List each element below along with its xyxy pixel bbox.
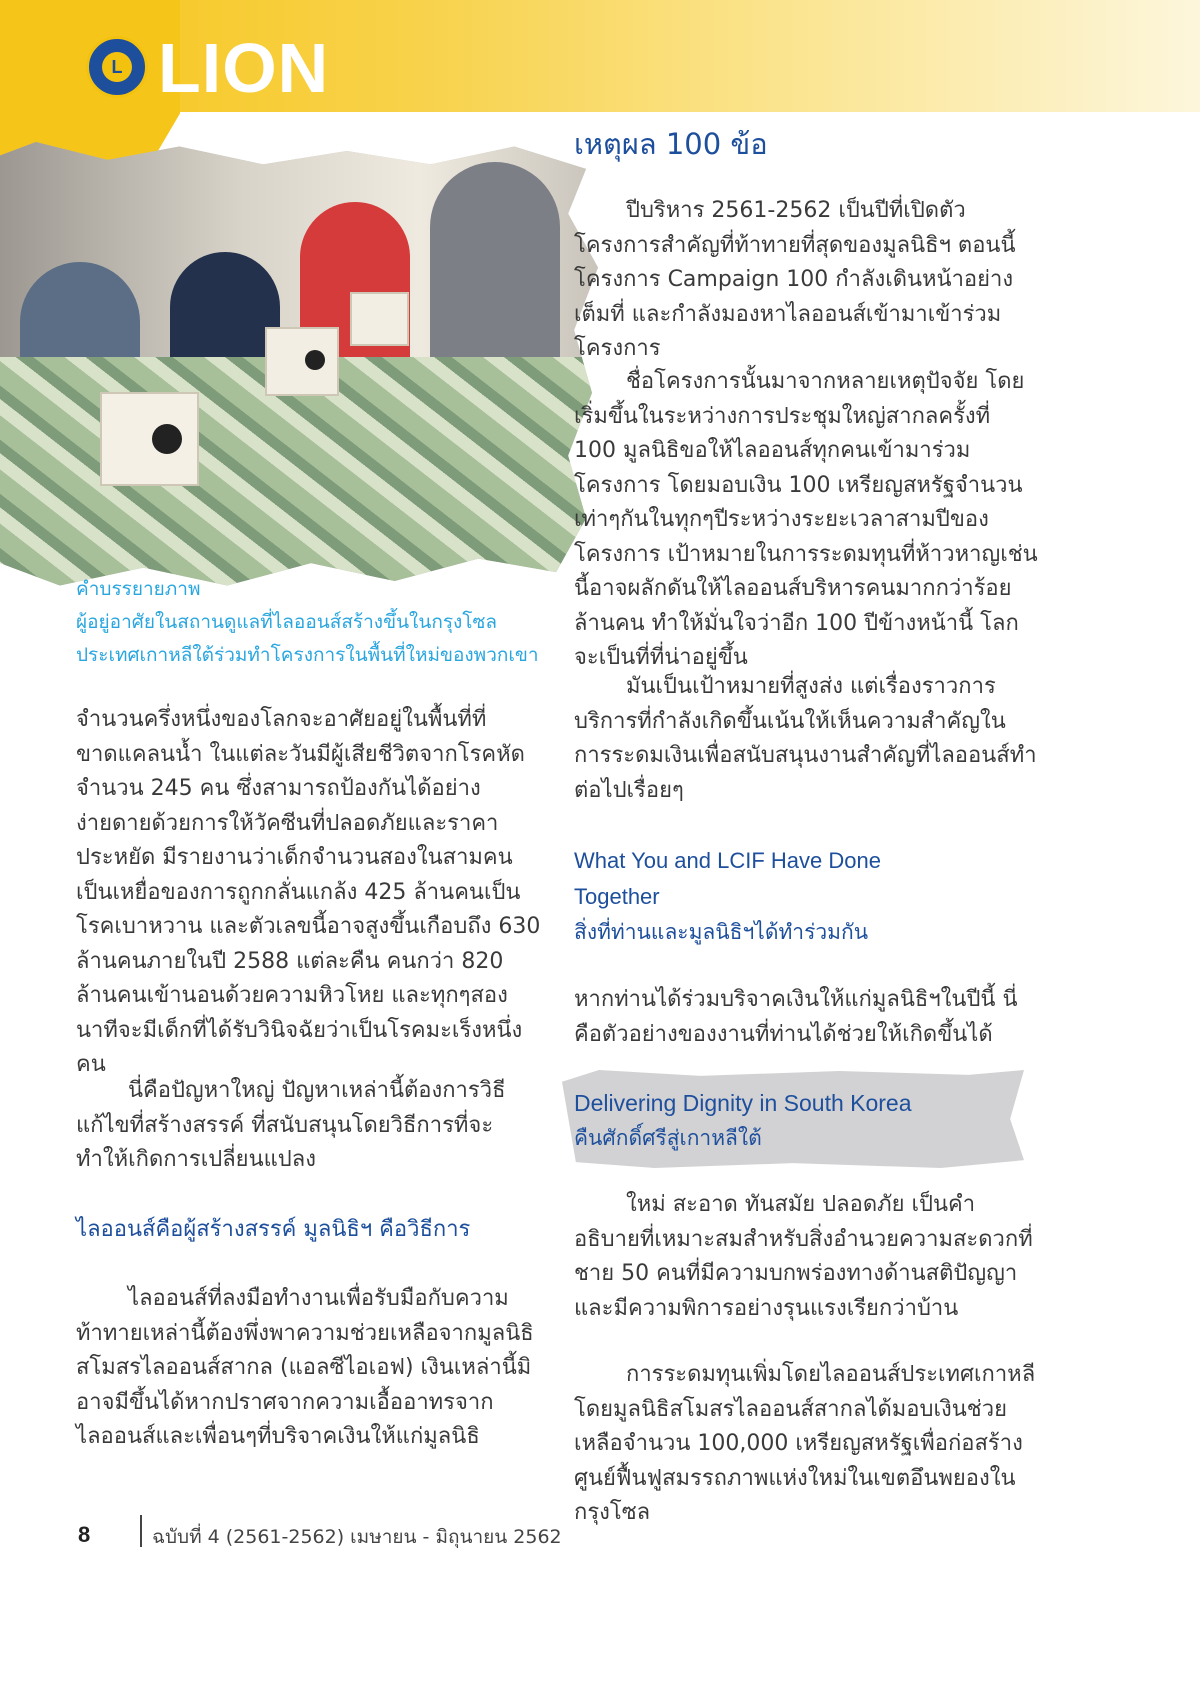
- photo-caption: [76, 573, 546, 672]
- paragraph-text: ไลออนส์ที่ลงมือทำงานเพื่อรับมือกับความท้าทายเหล่านี้ต้องพึ่งพาความช่วยเหลือจากมูลนิธิสโมสรไลออนส์สากล (แอลซีไอเอฟ) เงินเหล่านี้มิอาจมีขึ้นได้หากปราศจากความเอื้ออาทรจากไลออนส์และเพื่อนๆที่บริจาคเงินให้แก่มูลนิธิ: [76, 1286, 534, 1449]
- paragraph-text: ใหม่ สะอาด ทันสมัย ปลอดภัย เป็นคำอธิบายที่เหมาะสมสำหรับสิ่งอำนวยความสะดวกที่ชาย 50 คนที่มีความบกพร่องทางด้านสติปัญญาและมีความพิการอย่างรุนแรงเรียกว่าบ้าน: [574, 1192, 1033, 1321]
- footer-divider: [140, 1515, 142, 1547]
- right-paragraph-5: [574, 1188, 1038, 1326]
- right-paragraph-3: [574, 670, 1038, 808]
- paragraph-text: มันเป็นเป้าหมายที่สูงส่ง แต่เรื่องราวการบริการที่กำลังเกิดขึ้นเน้นให้เห็นความสำคัญในการระดมเงินเพื่อสนับสนุนงานสำคัญที่ไลออนส์ทำต่อไปเรื่อยๆ: [574, 674, 1037, 803]
- photo-tissue-box: [265, 327, 339, 396]
- paragraph-text: นี่คือปัญหาใหญ่ ปัญหาเหล่านี้ต้องการวิธีแก้ไขที่สร้างสรรค์ ที่สนับสนุนโดยวิธีการที่จะทำให้เกิดการเปลี่ยนแปลง: [76, 1078, 506, 1172]
- right-paragraph-4: [574, 983, 1038, 1052]
- subheading-thai: คืนศักดิ์ศรีสู่เกาหลีใต้: [574, 1126, 762, 1150]
- lions-logo-icon: [86, 36, 148, 98]
- subheading-english: Delivering Dignity in South Korea: [574, 1090, 912, 1116]
- subheading-english: Together: [574, 884, 660, 909]
- photo-box-hole: [305, 350, 325, 370]
- right-paragraph-2: [574, 365, 1038, 676]
- left-paragraph-2: [76, 1074, 544, 1178]
- subheading-english: What You and LCIF Have Done: [574, 848, 881, 873]
- page-number: 8: [78, 1522, 91, 1547]
- photo-image: [0, 142, 598, 590]
- left-paragraph-3: [76, 1282, 544, 1455]
- caption-line: ผู้อยู่อาศัยในสถานดูแลที่ไลออนส์สร้างขึ้นในกรุงโซล: [76, 611, 498, 633]
- photo-tissue-box: [100, 392, 199, 486]
- right-paragraph-6: [574, 1358, 1038, 1531]
- logo-letter: L: [102, 52, 132, 82]
- paragraph-text: จำนวนครึ่งหนึ่งของโลกจะอาศัยอยู่ในพื้นที่ที่ขาดแคลนน้ำ ในแต่ละวันมีผู้เสียชีวิตจากโรคหัดจำนวน 245 คน ซึ่งสามารถป้องกันได้อย่างง่ายดายด้วยการให้วัคซีนที่ปลอดภัยและราคาประหยัด มีรายงานว่าเด็กจำนวนสองในสามคนเป็นเหยื่อของการถูกกลั่นแกล้ง 425 ล้านคนเป็นโรคเบาหวาน และตัวเลขนี้อาจสูงขึ้นเกือบถึง 630 ล้านคนภายในปี 2588 แต่ละคืน คนกว่า 820 ล้านคนเข้านอนด้วยความหิวโหย และทุกๆสองนาทีจะมีเด็กที่ได้รับวินิจฉัยว่าเป็นโรคมะเร็งหนึ่งคน: [76, 707, 541, 1077]
- photo-box-hole: [152, 424, 182, 454]
- magazine-brand: LION: [158, 29, 330, 107]
- caption-label: คำบรรยายภาพ: [76, 578, 201, 600]
- paragraph-text: หากท่านได้ร่วมบริจาคเงินให้แก่มูลนิธิฯในปีนี้ นี่คือตัวอย่างของงานที่ท่านได้ช่วยให้เกิดขึ้นได้: [574, 987, 1018, 1047]
- issue-info: ฉบับที่ 4 (2561-2562) เมษายน - มิถุนายน 2562: [152, 1526, 562, 1548]
- paragraph-text: ปีบริหาร 2561-2562 เป็นปีที่เปิดตัวโครงการสำคัญที่ท้าทายที่สุดของมูลนิธิฯ ตอนนี้โครงการ Campaign 100 กำลังเดินหน้าอย่างเต็มที่ และกำลังมองหาไลออนส์เข้ามาเข้าร่วมโครงการ: [574, 198, 1016, 361]
- photo-tissue-box: [350, 292, 409, 346]
- paragraph-text: การระดมทุนเพิ่มโดยไลออนส์ประเทศเกาหลีโดยมูลนิธิสโมสรไลออนส์สากลได้มอบเงินช่วยเหลือจำนวน 100,000 เหรียญสหรัฐเพื่อก่อสร้างศูนย์ฟื้นฟูสมรรถภาพแห่งใหม่ในเขตอึนพยองในกรุงโซล: [574, 1362, 1036, 1525]
- subheading-thai: สิ่งที่ท่านและมูลนิธิฯได้ทำร่วมกัน: [574, 920, 869, 944]
- caption-line: ประเทศเกาหลีใต้ร่วมทำโครงการในพื้นที่ใหม่ของพวกเขา: [76, 644, 539, 666]
- paragraph-text: ชื่อโครงการนั้นมาจากหลายเหตุปัจจัย โดยเริ่มขึ้นในระหว่างการประชุมใหญ่สากลครั้งที่ 100 มูลนิธิขอให้ไลออนส์ทุกคนเข้ามาร่วมโครงการ โดยมอบเงิน 100 เหรียญสหรัฐจำนวนเท่าๆกันในทุกๆปีระหว่างระยะเวลาสามปีของโครงการ เป้าหมายในการระดมทุนที่ห้าวหาญเช่นนี้อาจผลักดันให้ไลออนส์บริหารคนมากกว่าร้อยล้านคน ทำให้มั่นใจว่าอีก 100 ปีข้างหน้านี้ โลกจะเป็นที่ที่น่าอยู่ขึ้น: [574, 369, 1038, 670]
- left-section-heading: ไลออนส์คือผู้สร้างสรรค์ มูลนิธิฯ คือวิธีการ: [76, 1217, 471, 1242]
- right-paragraph-1: [574, 194, 1038, 367]
- left-paragraph-1: [76, 703, 544, 1083]
- article-title: เหตุผล 100 ข้อ: [574, 127, 768, 161]
